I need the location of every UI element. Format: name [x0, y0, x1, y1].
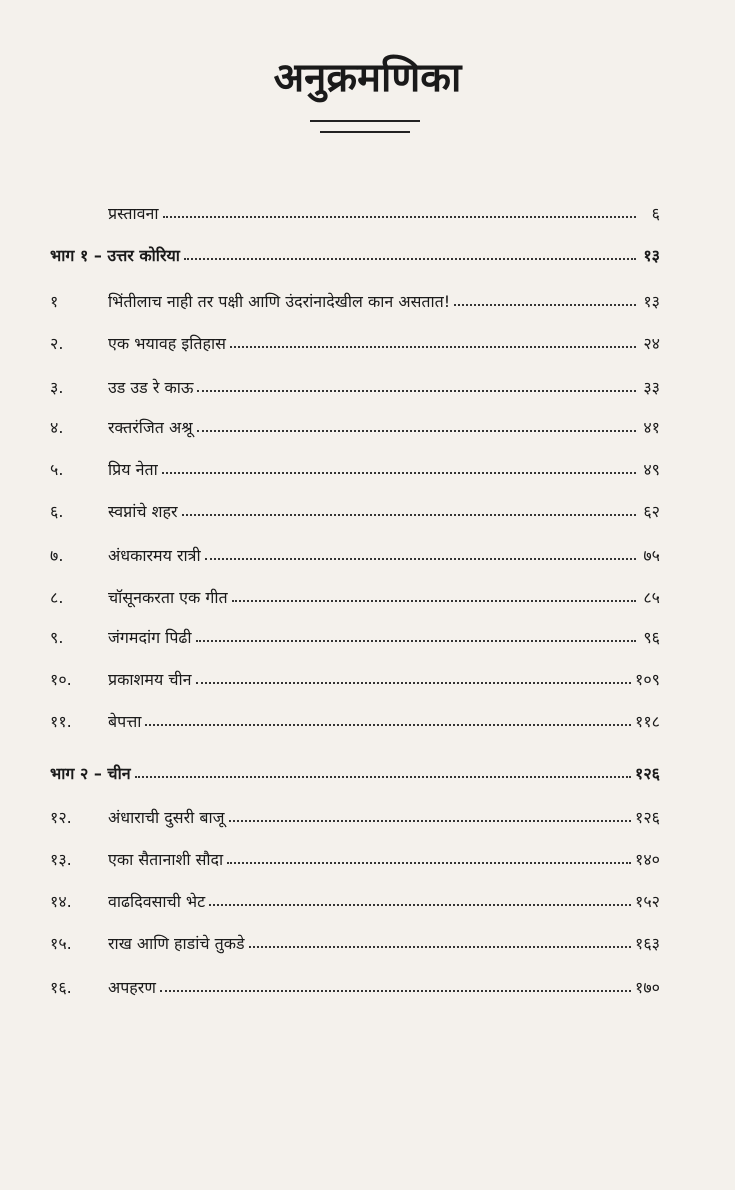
toc-leader-dots [135, 770, 631, 778]
toc-entry [50, 970, 660, 998]
toc-entry-title: बेपत्ता [108, 712, 142, 731]
toc-entry-page: १५२ [635, 892, 660, 911]
toc-entry-number: ५. [50, 460, 64, 479]
toc-leader-dots [196, 634, 636, 642]
toc-entry [50, 580, 660, 608]
toc-entry-number: १५. [50, 934, 72, 953]
toc-entry-title: चॉसूनकरता एक गीत [108, 588, 228, 607]
toc-entry-number: ११. [50, 712, 72, 731]
toc-entry [50, 884, 660, 912]
toc-entry [50, 662, 660, 690]
toc-leader-dots [182, 508, 636, 516]
toc-entry-page: ४१ [643, 418, 660, 437]
toc-entry [50, 538, 660, 566]
toc-entry-number: १ [50, 292, 59, 311]
toc-entry-page: ३३ [643, 378, 660, 397]
toc-leader-dots [196, 676, 631, 684]
toc-entry-title: राख आणि हाडांचे तुकडे [108, 934, 245, 953]
toc-part-heading [50, 756, 660, 784]
toc-leader-dots [184, 252, 636, 260]
toc-entry-page: ८५ [643, 588, 660, 607]
toc-entry-number: ७. [50, 546, 64, 565]
toc-leader-dots [230, 340, 636, 348]
toc-entry-title: एक भयावह इतिहास [108, 334, 226, 353]
toc-entry-number: ३. [50, 378, 64, 397]
toc-leader-dots [454, 298, 636, 306]
toc-part-heading [50, 238, 660, 266]
toc-entry-page: १२६ [635, 808, 660, 827]
toc-entry-number: ८. [50, 588, 64, 607]
toc-entry-page: ११८ [635, 712, 660, 731]
toc-entry [50, 452, 660, 480]
toc-entry-number: २. [50, 334, 64, 353]
toc-entry-page: १४० [635, 850, 660, 869]
toc-entry [50, 494, 660, 522]
toc-entry-title: प्रिय नेता [108, 460, 158, 479]
toc-entry-title: वाढदिवसाची भेट [108, 892, 206, 911]
toc-leader-dots [197, 384, 636, 392]
toc-leader-dots [160, 984, 631, 992]
toc-entry-number: १०. [50, 670, 72, 689]
toc-entry-title: स्वप्नांचे शहर [108, 502, 178, 521]
toc-entry-page: १२६ [635, 764, 660, 783]
toc-entry-page: ६ [651, 204, 660, 223]
toc-entry-page: ९६ [643, 628, 660, 647]
toc-entry-page: ४९ [643, 460, 660, 479]
toc-leader-dots [162, 466, 636, 474]
toc-leader-dots [205, 552, 636, 560]
toc-entry [108, 196, 660, 224]
toc-entry-title: रक्तरंजित अश्रू [108, 418, 193, 437]
toc-entry-page: ६२ [643, 502, 660, 521]
toc-entry [50, 410, 660, 438]
toc-entry-page: १०९ [635, 670, 660, 689]
toc-leader-dots [227, 856, 631, 864]
toc-entry-title: भाग १ – उत्तर कोरिया [50, 246, 180, 265]
toc-entry [50, 926, 660, 954]
toc-entry-page: १७० [635, 978, 660, 997]
toc-entry-number: १४. [50, 892, 72, 911]
toc-leader-dots [163, 210, 636, 218]
page-title: अनुक्रमणिका [273, 55, 462, 101]
toc-entry [50, 842, 660, 870]
toc-entry-number: १२. [50, 808, 72, 827]
toc-entry-page: ७५ [643, 546, 660, 565]
toc-entry-title: अंधाराची दुसरी बाजू [108, 808, 225, 827]
toc-entry-page: १३ [643, 246, 660, 265]
toc-entry-title: जंगमदांग पिढी [108, 628, 192, 647]
toc-entry [50, 284, 660, 312]
toc-entry-title: प्रस्तावना [108, 204, 159, 223]
toc-entry-title: उड उड रे काऊ [108, 378, 194, 397]
toc-leader-dots [232, 594, 636, 602]
toc-entry-page: १६३ [635, 934, 660, 953]
toc-entry-title: अंधकारमय रात्री [108, 546, 201, 565]
toc-entry [50, 620, 660, 648]
toc-entry-number: १३. [50, 850, 72, 869]
toc-entry-page: १३ [643, 292, 660, 311]
toc-entry-number: ६. [50, 502, 64, 521]
toc-leader-dots [145, 718, 631, 726]
toc-entry-title: अपहरण [108, 978, 156, 997]
toc-leader-dots [229, 814, 632, 822]
toc-entry [50, 704, 660, 732]
toc-entry-title: भिंतीलाच नाही तर पक्षी आणि उंदरांनादेखील कान असतात! [108, 292, 451, 311]
toc-leader-dots [197, 424, 636, 432]
toc-entry-page: २४ [643, 334, 660, 353]
toc-entry-title: भाग २ – चीन [50, 764, 131, 783]
toc-entry-number: १६. [50, 978, 72, 997]
toc-entry-title: प्रकाशमय चीन [108, 670, 192, 689]
toc-entry [50, 370, 660, 398]
toc-entry-title: एका सैतानाशी सौदा [108, 850, 224, 869]
toc-entry [50, 326, 660, 354]
toc-entry [50, 800, 660, 828]
toc-leader-dots [209, 898, 631, 906]
toc-leader-dots [249, 940, 631, 948]
toc-entry-number: ४. [50, 418, 64, 437]
toc-entry-number: ९. [50, 628, 64, 647]
